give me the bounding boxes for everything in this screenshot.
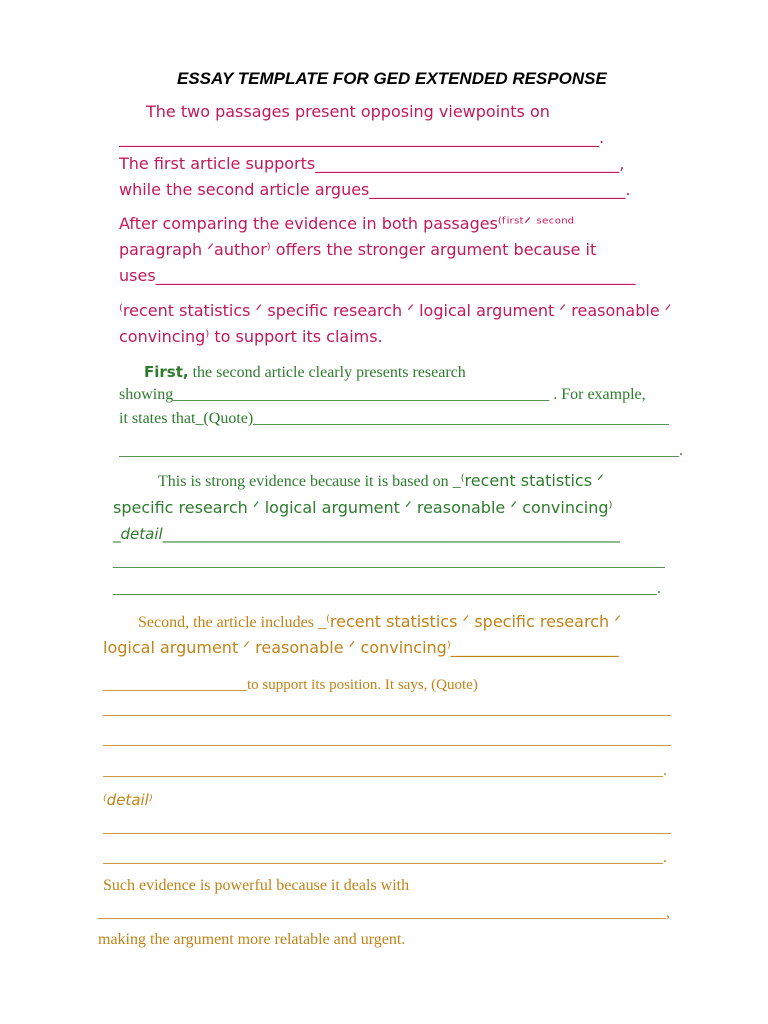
first-body-line-5 [158,471,604,491]
intro-line-3: The first article supports______________________________________, [119,154,625,173]
second-body-line-6: ______________________________________________________________________. [103,762,667,779]
first-body-line-7: _detail_____________________________________________________________ [113,525,621,543]
comparison-line-4: ⁽recent statistics ᐟ specific research ᐟ logical argument ᐟ reasonable ᐟ [119,301,672,320]
first-body-evidence-text: This is strong evidence because it is based on _ [158,473,461,490]
first-lead-word: First, [144,363,189,381]
comparison-line-2: paragraph ᐟauthor⁾ offers the stronger argument because it [119,240,597,259]
second-body-detail: ⁽detail⁾ [103,791,153,809]
first-body-line-4: ______________________________________________________________________. [119,442,683,459]
second-body-support-text: to support its position. It says, (Quote) [247,677,478,693]
second-body-line-2: logical argument ᐟ reasonable ᐟ convincing⁾_____________________ [103,638,619,657]
second-body-line-8: ______________________________________________________________________. [103,849,667,866]
comparison-line-3: uses____________________________________________________________ [119,266,636,285]
first-body-evidence-options: ⁽recent statistics ᐟ [460,471,604,490]
first-body-line-1 [144,363,466,382]
second-body-line-4: _______________________________________________________________________ [103,701,671,718]
first-body-line-8: _____________________________________________________________________ [113,553,665,570]
comparison-line-5: convincing⁾ to support its claims. [119,327,383,346]
first-body-line-9: ____________________________________________________________________. [113,580,661,597]
second-body-blank: __________________ [103,676,247,693]
intro-line-2: ____________________________________________________________. [119,128,605,147]
first-body-line-6: specific research ᐟ logical argument ᐟ reasonable ᐟ convincing⁾ [113,498,613,517]
second-body-line-5: _______________________________________________________________________ [103,731,671,748]
comparison-line-1: After comparing the evidence in both passages⁽ᶠⁱʳˢᵗᐟ ˢᵉᶜᵒⁿᵈ [119,214,575,233]
second-body-line-1 [138,612,621,632]
second-body-intro-options: ⁽recent statistics ᐟ specific research ᐟ [325,612,621,631]
second-body-line-7: _______________________________________________________________________ [103,819,671,836]
second-body-line-9: Such evidence is powerful because it deals with [103,877,410,894]
second-body-intro-text: Second, the article includes _ [138,614,326,631]
second-body-line-11: making the argument more relatable and urgent. [98,931,406,948]
first-body-text: the second article clearly presents research [188,364,466,381]
intro-line-1: The two passages present opposing viewpoints on [146,102,550,121]
page-title: ESSAY TEMPLATE FOR GED EXTENDED RESPONSE [177,69,607,88]
intro-line-4: while the second article argues________________________________. [119,180,631,199]
second-body-line-3 [103,676,478,694]
first-body-line-2: showing_______________________________________________ . For example, [119,386,646,403]
second-body-line-10: _______________________________________________________________________, [98,904,670,921]
first-body-line-3: it states that_(Quote)____________________________________________________ [119,410,670,427]
